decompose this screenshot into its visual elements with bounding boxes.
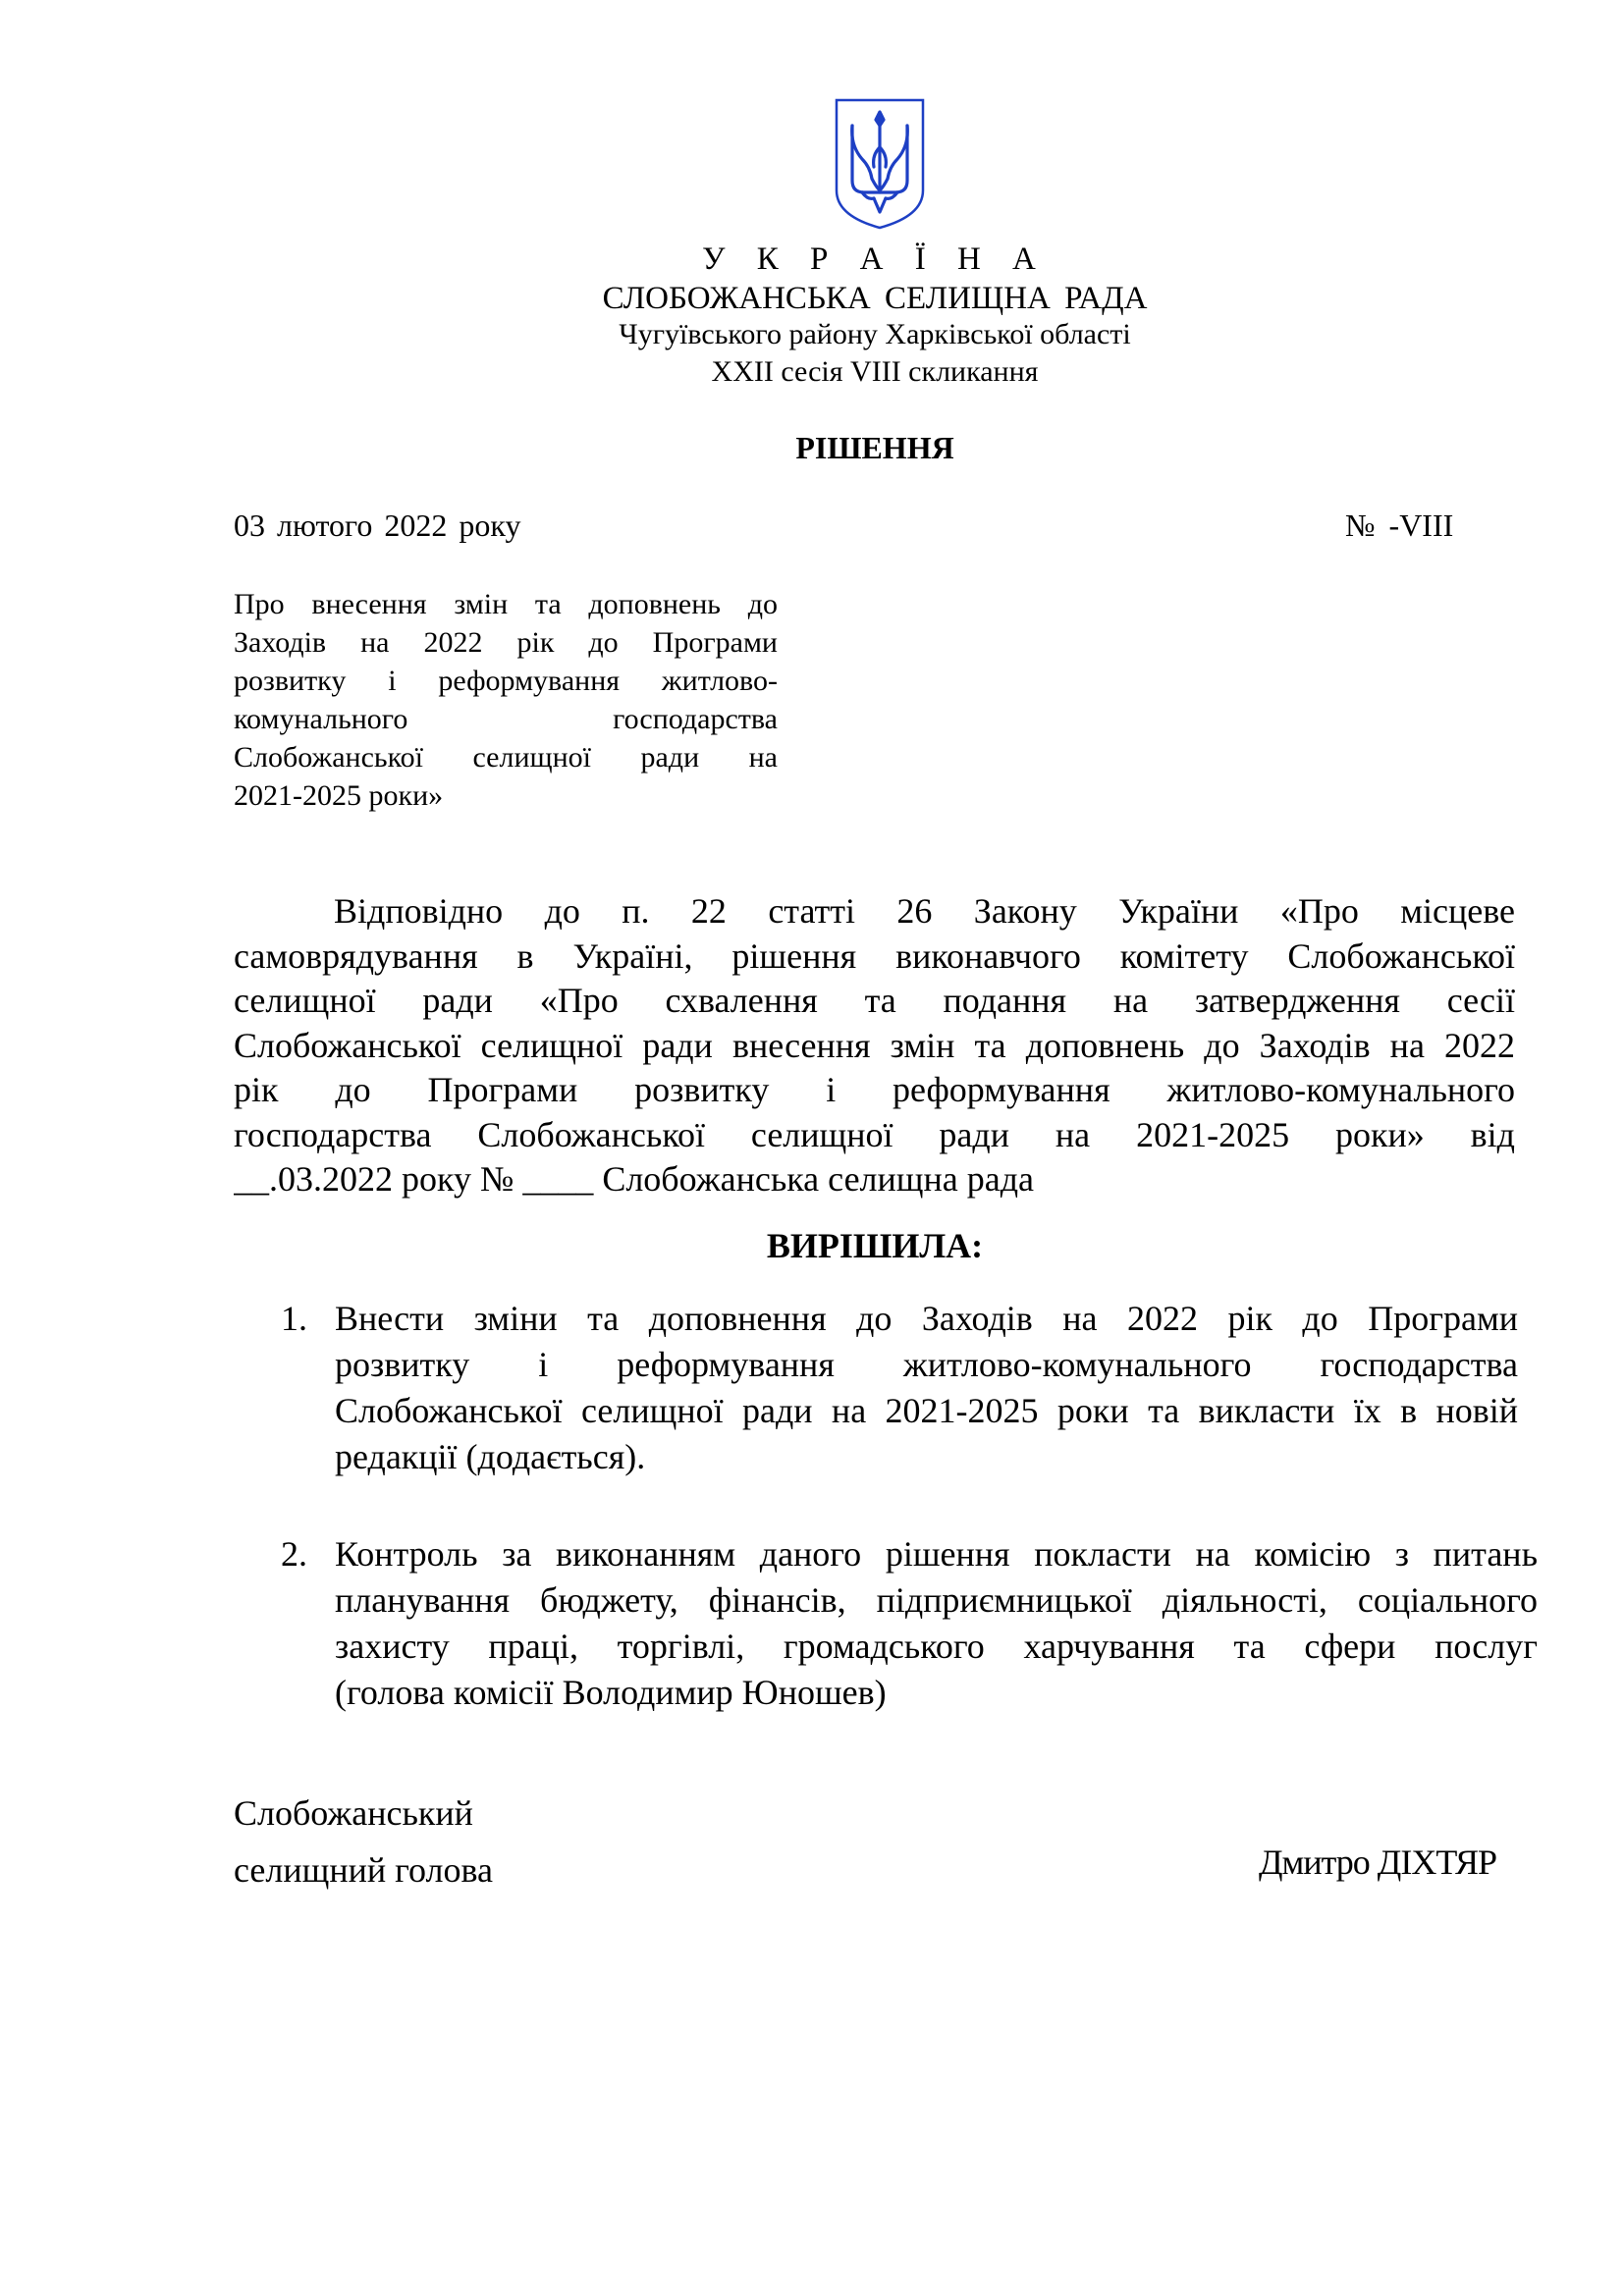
subject-line: розвитку і реформування житлово-	[234, 665, 778, 697]
item-line: Внести зміни та доповнення до Заходів на 2022 рік до Програми	[335, 1299, 1518, 1338]
item-number: 2.	[281, 1534, 307, 1574]
preamble-line: господарства Слобожанської селищної ради на 2021-2025 роки» від	[234, 1114, 1515, 1154]
signatory-name: Дмитро ДІХТЯР	[1259, 1842, 1496, 1882]
subject-line: Слобожанської селищної ради на	[234, 741, 778, 774]
subject-line: комунального господарства	[234, 703, 778, 735]
item-line: розвитку і реформування житлово-комунального господарства	[335, 1345, 1518, 1384]
signatory-position-line: Слобожанський	[234, 1793, 473, 1833]
decision-date: 03 лютого 2022 року	[234, 507, 521, 543]
item-line: Контроль за виконанням даного рішення покласти на комісію з питань	[335, 1534, 1538, 1574]
subject-line: 2021-2025 роки»	[234, 779, 444, 812]
header-district: Чугуївського району Харківської області	[619, 318, 1131, 350]
subject-line: Заходів на 2022 рік до Програми	[234, 626, 778, 659]
ukraine-trident-emblem-icon	[833, 96, 927, 232]
item-line: редакції (додається).	[335, 1437, 646, 1476]
header-country: У К Р А Ї Н А	[702, 241, 1048, 277]
document-title: РІШЕННЯ	[795, 430, 954, 465]
item-line: Слобожанської селищної ради на 2021-2025 роки та викласти їх в новій	[335, 1391, 1518, 1430]
item-number: 1.	[281, 1299, 307, 1338]
preamble	[234, 889, 1515, 1202]
preamble-line: Відповідно до п. 22 статті 26 Закону України «Про місцеве	[334, 891, 1515, 931]
preamble-line: рік до Програми розвитку і реформування житлово-комунального	[234, 1070, 1515, 1109]
header-session: XXII сесія VIII скликання	[711, 355, 1039, 388]
preamble-line: __.03.2022 року № ____ Слобожанська селищна рада	[234, 1159, 1035, 1199]
decision-number: № -VIII	[1345, 507, 1454, 543]
preamble-line: самоврядування в Україні, рішення виконавчого комітету Слобожанської	[234, 935, 1515, 976]
decision-item	[281, 1296, 1518, 1480]
signatory-position	[234, 1785, 493, 1898]
decided-heading: ВИРІШИЛА:	[766, 1226, 984, 1265]
item-line: (голова комісії Володимир Юношев)	[335, 1673, 887, 1712]
signatory-position-line: селищний голова	[234, 1850, 494, 1890]
decision-item	[281, 1531, 1538, 1716]
preamble-line: Слобожанської селищної ради внесення змін та доповнень до Заходів на 2022	[234, 1025, 1515, 1065]
subject-line: Про внесення змін та доповнень до	[234, 588, 778, 620]
preamble-line: селищної ради «Про схвалення та подання на затвердження сесії	[234, 981, 1515, 1020]
item-line: планування бюджету, фінансів, підприємницької діяльності, соціального	[335, 1580, 1538, 1620]
header-council-name: СЛОБОЖАНСЬКА СЕЛИЩНА РАДА	[602, 281, 1148, 316]
decision-subject	[234, 585, 778, 815]
item-line: захисту праці, торгівлі, громадського харчування та сфери послуг	[335, 1627, 1538, 1666]
